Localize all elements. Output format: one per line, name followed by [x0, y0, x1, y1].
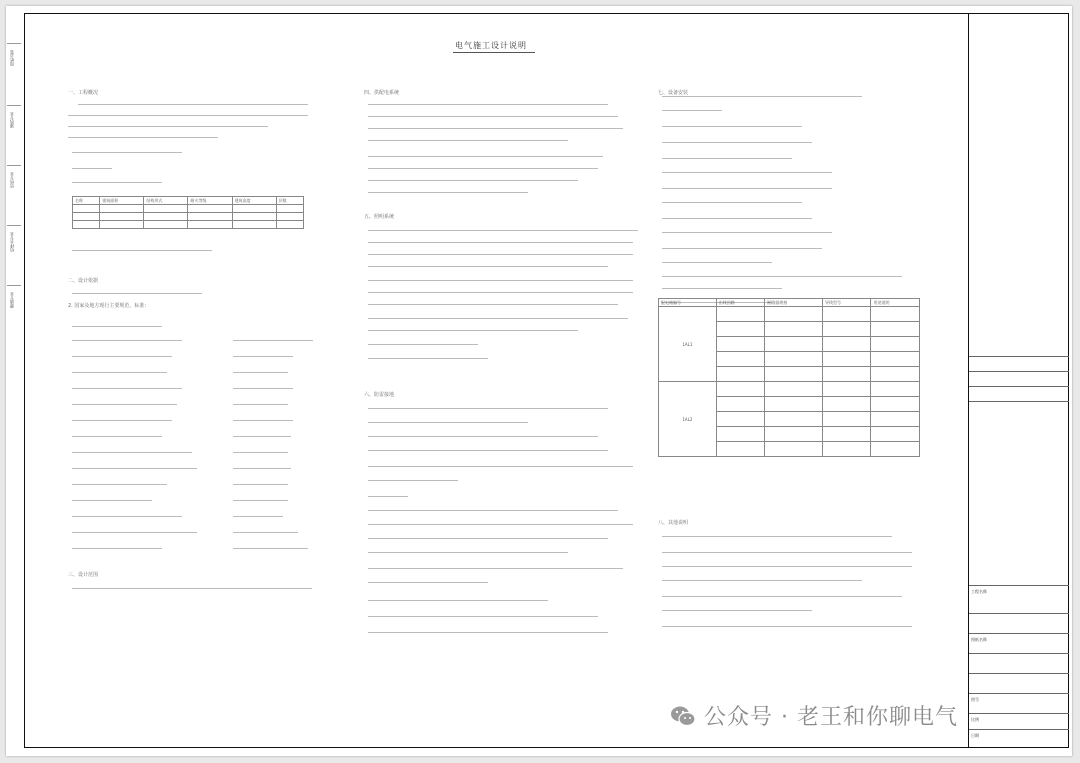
text-line: [368, 140, 568, 141]
binding-label: 图纸会签: [9, 50, 14, 66]
text-line: [662, 276, 902, 277]
standard-code: [233, 420, 293, 421]
text-line: [368, 358, 488, 359]
text-line: [368, 552, 568, 553]
standard-code: [233, 340, 313, 341]
building-table: [72, 196, 304, 229]
middle-text-column: [364, 90, 644, 650]
standard-code: [233, 532, 298, 533]
text-line: [68, 137, 218, 138]
section-heading: 四、供配电系统: [364, 90, 400, 96]
standard-name: [72, 388, 182, 389]
text-line: [662, 172, 832, 173]
text-line: [72, 250, 212, 251]
table-group-label: 1AL1: [659, 307, 717, 382]
text-line: [662, 566, 912, 567]
binding-cell: [7, 165, 21, 224]
title-block-row: [969, 729, 1069, 730]
binding-label: 暖通专业: [9, 292, 14, 308]
binding-cell: [7, 43, 21, 104]
table-header: 配电箱编号: [659, 299, 717, 307]
text-line: [368, 616, 598, 617]
section-heading: 五、照明系统: [364, 214, 395, 220]
binding-label: 建筑专业: [9, 112, 14, 128]
section-heading: 七、设备安装: [658, 90, 689, 96]
text-line: [662, 536, 892, 537]
text-line: [368, 568, 623, 569]
title-block-row: [969, 356, 1069, 357]
text-line: [368, 292, 633, 293]
text-line: [368, 450, 608, 451]
text-line: [368, 180, 578, 181]
text-line: [368, 280, 633, 281]
text-line: [368, 466, 633, 467]
drawing-label: 图纸名称: [971, 637, 987, 642]
section-heading: 八、其他说明: [658, 520, 689, 526]
project-label: 工程名称: [971, 589, 987, 594]
table-row: [73, 221, 304, 229]
text-line: [368, 104, 608, 105]
title-block-row: [969, 653, 1069, 654]
table-group-label: 1AL2: [659, 382, 717, 457]
text-line: [368, 242, 633, 243]
standard-name: [72, 452, 192, 453]
text-line: [662, 110, 722, 111]
binding-cell: [7, 105, 21, 164]
text-line: [368, 116, 618, 117]
text-line: [368, 496, 408, 497]
text-line: [368, 266, 608, 267]
table-row: [73, 213, 304, 221]
standard-name: [72, 468, 197, 469]
text-line: [368, 254, 633, 255]
text-line: [72, 182, 162, 183]
left-text-column: [68, 90, 318, 610]
table-header: 层数: [276, 197, 303, 205]
page-title: 电气施工设计说明: [455, 41, 527, 50]
text-line: [78, 104, 308, 105]
standard-code: [233, 516, 283, 517]
title-block-row: [969, 585, 1069, 586]
text-line: [368, 330, 578, 331]
section-heading: 六、防雷接地: [364, 392, 395, 398]
wechat-icon: [668, 701, 698, 731]
watermark-text: 公众号 · 老王和你聊电气: [704, 705, 958, 730]
table-header: 建筑高度: [232, 197, 276, 205]
standard-code: [233, 468, 291, 469]
binding-strip: [6, 13, 25, 748]
title-block-row: [969, 386, 1069, 387]
text-line: [368, 128, 623, 129]
text-line: [368, 600, 548, 601]
text-line: [72, 168, 112, 169]
text-line: [662, 610, 812, 611]
table-header: 出线回路: [716, 299, 765, 307]
standard-name: [72, 372, 167, 373]
title-block-row: [969, 673, 1069, 674]
text-line: [368, 318, 628, 319]
text-line: [368, 436, 598, 437]
watermark: [668, 700, 958, 731]
text-line: [368, 304, 618, 305]
standard-code: [233, 436, 291, 437]
standard-name: [72, 516, 182, 517]
table-header: 断路器规格: [765, 299, 823, 307]
title-block-row: [969, 693, 1069, 694]
text-line: [368, 538, 608, 539]
standard-code: [233, 452, 288, 453]
text-line: [68, 126, 268, 127]
text-line: [368, 156, 603, 157]
text-line: [662, 596, 902, 597]
text-line: [368, 192, 528, 193]
standard-name: [72, 356, 172, 357]
section-heading: 一、工程概况: [68, 90, 99, 96]
binding-cell: [7, 225, 21, 284]
binding-label: 给排水专业: [9, 232, 14, 252]
text-line: [662, 96, 862, 97]
text-line: [368, 408, 608, 409]
text-line: [662, 142, 812, 143]
text-line: [368, 168, 598, 169]
text-line: [662, 580, 862, 581]
text-line: [368, 480, 458, 481]
standard-code: [233, 372, 288, 373]
text-line: [662, 218, 812, 219]
binding-label: 结构专业: [9, 172, 14, 188]
text-line: [368, 632, 608, 633]
section-heading: 二、设计依据: [68, 278, 99, 284]
text-line: [368, 510, 618, 511]
standard-code: [233, 404, 288, 405]
table-row: [73, 205, 304, 213]
title-block-row: [969, 401, 1069, 402]
standard-name: [72, 436, 162, 437]
standard-name: [72, 548, 162, 549]
text-line: [72, 326, 162, 327]
binding-cell: [7, 285, 21, 344]
table-header: 结构形式: [144, 197, 188, 205]
text-line: [368, 344, 478, 345]
standard-code: [233, 500, 288, 501]
text-line: [72, 293, 202, 294]
scale-label: 比例: [971, 717, 979, 722]
text-line: [368, 422, 528, 423]
standard-name: [72, 500, 152, 501]
table-header: 名称: [73, 197, 100, 205]
title-block-row: [969, 633, 1069, 634]
table-header: 用途说明: [871, 299, 920, 307]
table-header: 建筑面积: [100, 197, 144, 205]
text-line: [662, 626, 912, 627]
text-line: [368, 524, 633, 525]
table-header-row: [73, 197, 304, 205]
table-header-row: [659, 299, 920, 307]
table-row: [659, 382, 920, 397]
text-line: [72, 152, 182, 153]
date-label: 日期: [971, 733, 979, 738]
standard-code: [233, 356, 293, 357]
text-line: [662, 262, 772, 263]
standard-name: [72, 340, 182, 341]
title-block: [968, 13, 1069, 748]
title-underline: [453, 52, 535, 53]
text-line: [368, 230, 638, 231]
text-line: [662, 158, 792, 159]
text-line: [662, 126, 802, 127]
text-line: [72, 588, 312, 589]
sub-heading: 2. 国家及地方现行主要规范、标准：: [68, 303, 150, 309]
text-line: [662, 202, 802, 203]
text-line: [662, 288, 782, 289]
standard-code: [233, 388, 293, 389]
table-header: 导线型号: [822, 299, 871, 307]
standard-name: [72, 420, 172, 421]
standard-code: [233, 484, 288, 485]
table-row: [659, 307, 920, 322]
text-line: [68, 115, 308, 116]
text-line: [662, 248, 822, 249]
title-block-row: [969, 713, 1069, 714]
section-heading: 三、设计范围: [68, 572, 99, 578]
text-line: [662, 188, 832, 189]
standard-code: [233, 548, 308, 549]
text-line: [662, 232, 832, 233]
standard-name: [72, 404, 177, 405]
title-block-row: [969, 613, 1069, 614]
drawing-no-label: 图号: [971, 697, 979, 702]
standard-name: [72, 484, 167, 485]
table-header: 耐火等级: [188, 197, 232, 205]
text-line: [662, 552, 912, 553]
title-block-row: [969, 371, 1069, 372]
standard-name: [72, 532, 197, 533]
text-line: [368, 582, 488, 583]
distribution-table: [658, 298, 920, 457]
